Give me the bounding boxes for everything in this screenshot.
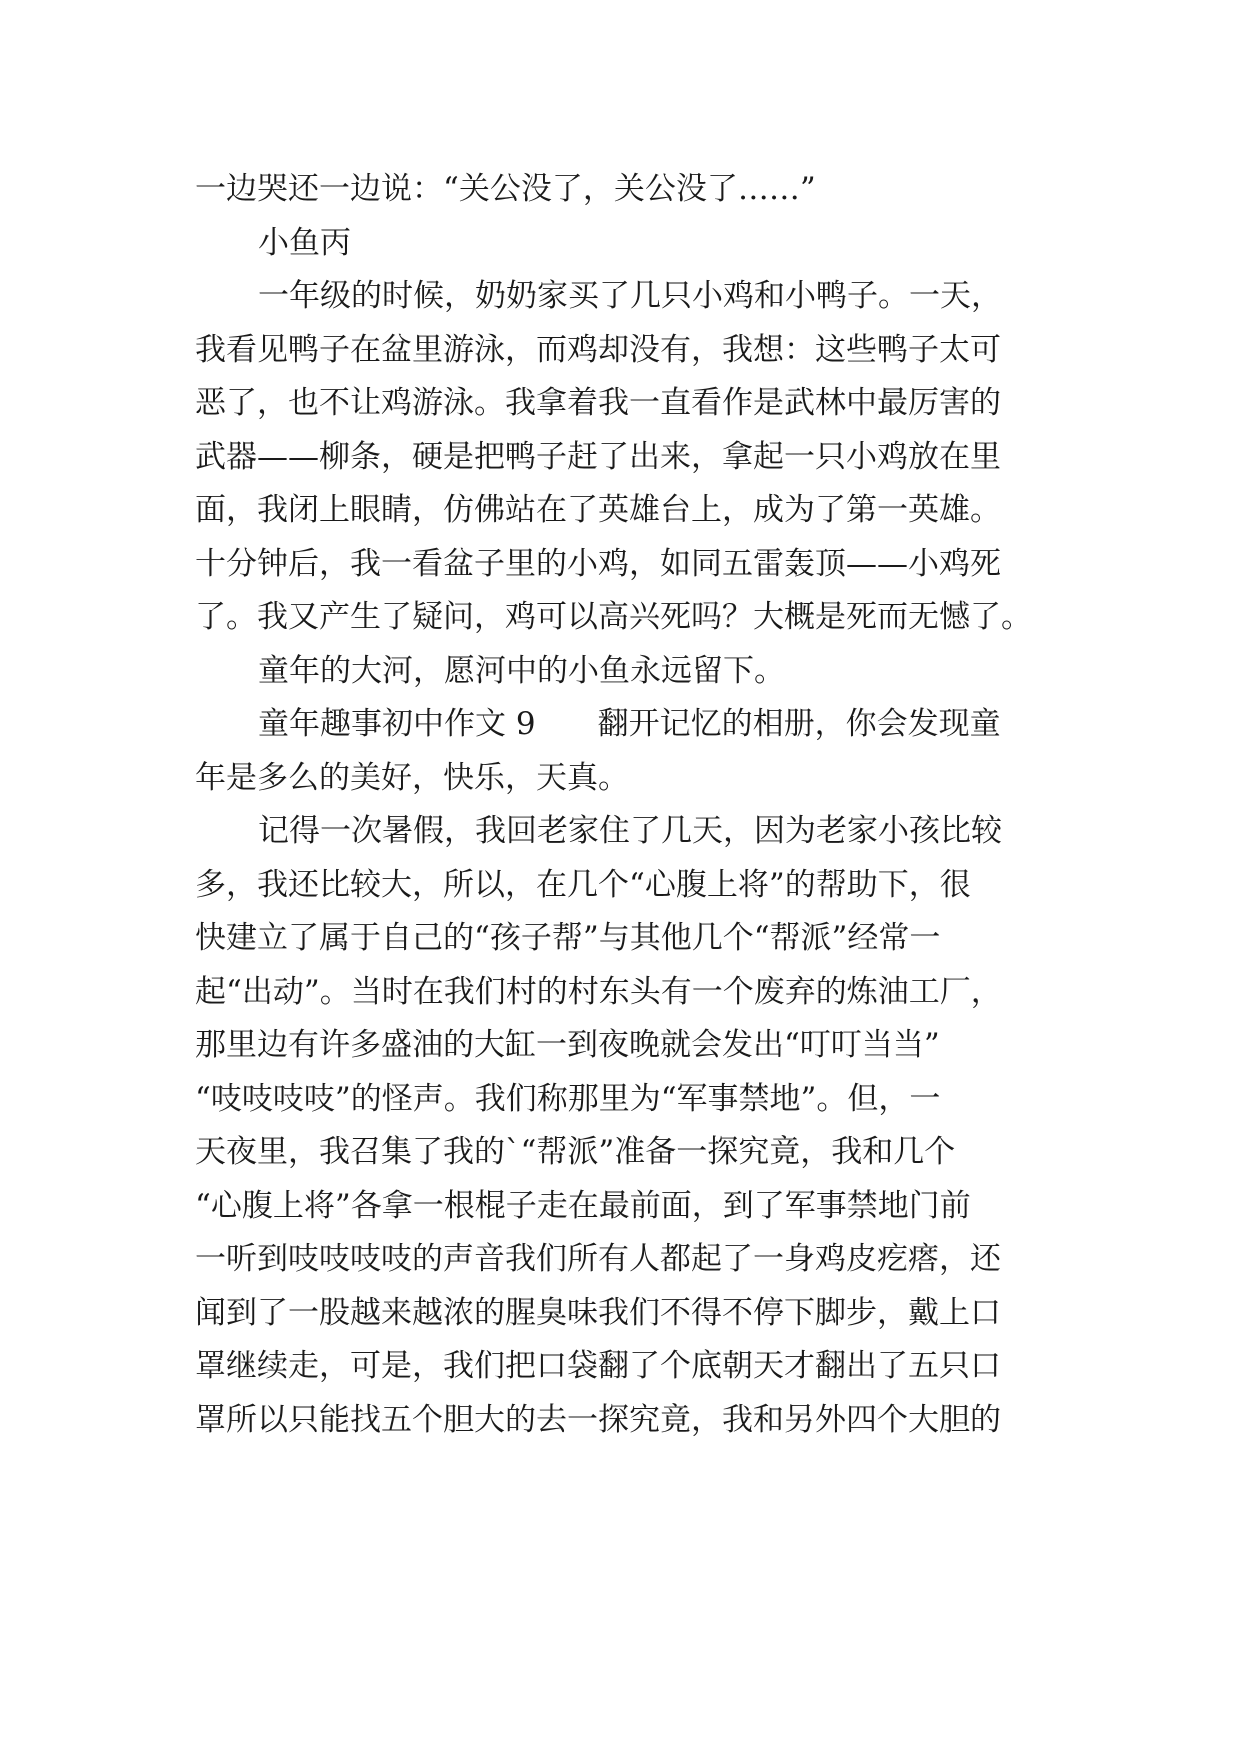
text-line: 起“出动”。当时在我们村的村东头有一个废弃的炼油工厂， bbox=[195, 974, 1002, 1010]
text-line: 小鱼丙 bbox=[258, 225, 351, 261]
text-line: 快建立了属于自己的“孩子帮”与其他几个“帮派”经常一 bbox=[195, 920, 941, 956]
text-line: 罩所以只能找五个胆大的去一探究竟，我和另外四个大胆的 bbox=[195, 1402, 1001, 1438]
text-line: 天夜里，我召集了我的`“帮派”准备一探究竟，我和几个 bbox=[195, 1134, 956, 1170]
text-line: 一听到吱吱吱吱的声音我们所有人都起了一身鸡皮疙瘩，还 bbox=[195, 1241, 1001, 1277]
text-line: 罩继续走，可是，我们把口袋翻了个底朝天才翻出了五只口 bbox=[195, 1348, 1001, 1384]
text-line: “吱吱吱吱”的怪声。我们称那里为“军事禁地”。但，一 bbox=[195, 1081, 941, 1117]
text-line: 童年趣事初中作文 9 翻开记忆的相册，你会发现童 bbox=[258, 706, 1001, 742]
text-line: 一年级的时候，奶奶家买了几只小鸡和小鸭子。一天， bbox=[258, 278, 1002, 314]
text-line: 我看见鸭子在盆里游泳，而鸡却没有，我想：这些鸭子太可 bbox=[195, 332, 1001, 368]
text-line: 闻到了一股越来越浓的腥臭味我们不得不停下脚步，戴上口 bbox=[195, 1295, 1001, 1331]
text-line: 武器——柳条，硬是把鸭子赶了出来，拿起一只小鸡放在里 bbox=[195, 439, 1001, 475]
text-line: 多，我还比较大，所以，在几个“心腹上将”的帮助下，很 bbox=[195, 867, 971, 903]
text-line: 恶了，也不让鸡游泳。我拿着我一直看作是武林中最厉害的 bbox=[195, 385, 1001, 421]
text-line: 记得一次暑假，我回老家住了几天，因为老家小孩比较 bbox=[258, 813, 1002, 849]
text-line: 十分钟后，我一看盆子里的小鸡，如同五雷轰顶——小鸡死 bbox=[195, 546, 1001, 582]
text-line: 一边哭还一边说：“关公没了，关公没了……” bbox=[195, 171, 816, 207]
text-line: 那里边有许多盛油的大缸一到夜晚就会发出“叮叮当当” bbox=[195, 1027, 940, 1063]
text-line: 面，我闭上眼睛，仿佛站在了英雄台上，成为了第一英雄。 bbox=[195, 492, 1001, 528]
text-line: 了。我又产生了疑问，鸡可以高兴死吗？大概是死而无憾了。 bbox=[195, 599, 1032, 635]
text-line: “心腹上将”各拿一根棍子走在最前面，到了军事禁地门前 bbox=[195, 1188, 971, 1224]
text-line: 年是多么的美好，快乐，天真。 bbox=[195, 760, 629, 796]
text-line: 童年的大河，愿河中的小鱼永远留下。 bbox=[258, 653, 785, 689]
